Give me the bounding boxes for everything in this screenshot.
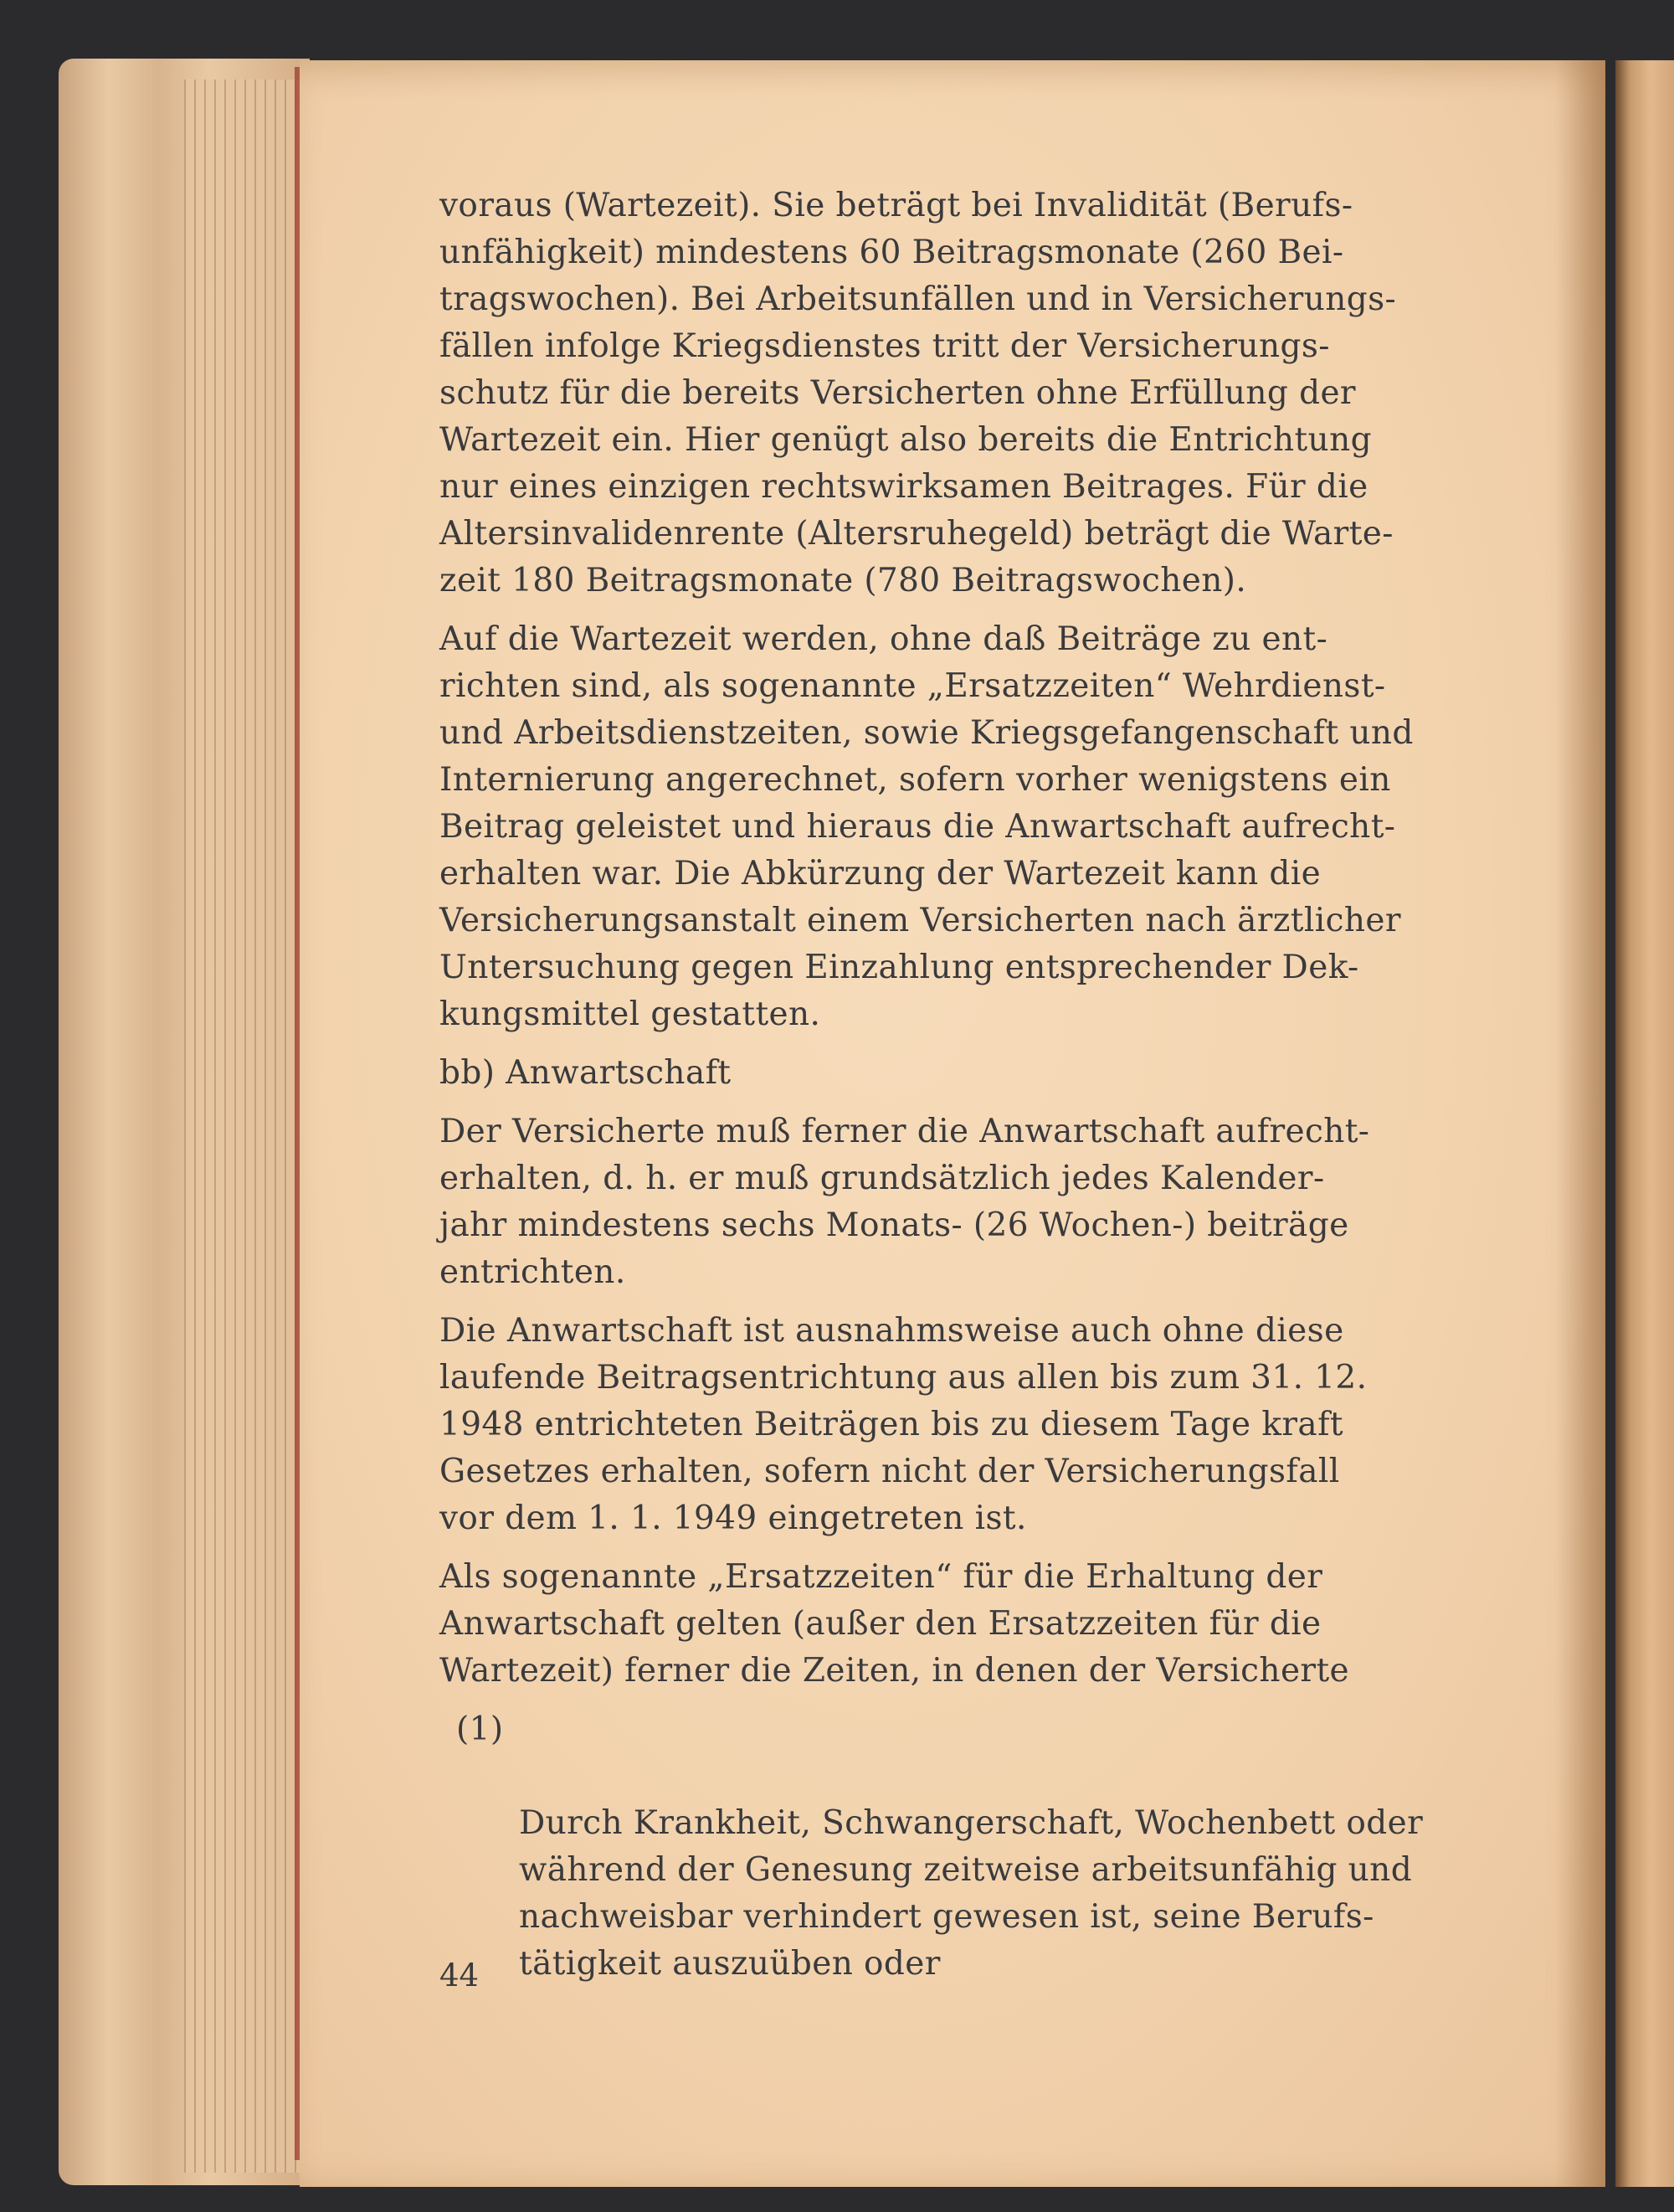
- paragraph-ersatzzeiten: Auf die Wartezeit werden, ohne daß Beiträge zu ent- richten sind, als sogenannte „Ersatzzeiten“ Wehrdienst- und Arbeitsdienstzeiten, sowie Kriegsgefangenschaft und Internierung angerechnet, sofern vorher wenigstens ein Beitrag geleistet und hieraus die Anwartschaft aufrecht- erhalten war. Die Abkürzung der Wartezeit kann die Versicherungsanstalt einem Versicherten nach ärztlicher Untersuchung gegen Einzahlung entsprechender Dek- kungsmittel gestatten.: [439, 620, 1414, 1033]
- page-edges: [184, 80, 310, 2173]
- paragraph-anwartschaft: Der Versicherte muß ferner die Anwartschaft aufrecht- erhalten, d. h. er muß grundsätzlich jedes Kalender- jahr mindestens sechs Monats- (26 Wochen-) beiträge entrichten.: [439, 1113, 1370, 1291]
- paragraph-ersatzzeiten-erhaltung: Als sogenannte „Ersatzzeiten“ für die Erhaltung der Anwartschaft gelten (außer den Ersatzzeiten für die Wartezeit) ferner die Zeiten, in denen der Versicherte: [439, 1558, 1350, 1690]
- list-item-text: Durch Krankheit, Schwangerschaft, Wochenbett oder während der Genesung zeitweise arbeitsunfähig und nachweisbar verhindert gewesen ist, seine Berufs- tätigkeit auszuüben oder: [519, 1804, 1424, 1983]
- page-number: 44: [439, 1957, 480, 1993]
- paragraph-ausnahme: Die Anwartschaft ist ausnahmsweise auch ohne diese laufende Beitragsentrichtung aus allen bis zum 31. 12. 1948 entrichteten Beiträgen bis zu diesem Tage kraft Gesetzes erhalten, sofern nicht der Versicherungsfall vor dem 1. 1. 1949 eingetreten ist.: [439, 1312, 1368, 1537]
- paragraph-wartezeit: voraus (Wartezeit). Sie beträgt bei Invalidität (Berufs- unfähigkeit) mindestens 60 Beitragsmonate (260 Bei- tragswochen). Bei Arbeitsunfällen und in Versicherungs- fällen infolge Kriegsdienstes tritt der Versicherungs- schutz für die bereits Versicherten ohne Erfüllung der Wartezeit ein. Hier genügt also bereits die Entrichtung nur eines einzigen rechtswirksamen Beitrages. Für die Altersinvalidenrente (Altersruhegeld) beträgt die Warte- zeit 180 Beitragsmonate (780 Beitragswochen).: [439, 187, 1397, 599]
- facing-page-edge: [1615, 60, 1674, 2187]
- page-text: [439, 183, 1553, 1988]
- list-item: [439, 1706, 1553, 1988]
- spine-gutter: [1555, 60, 1605, 2187]
- list-item-number: (1): [456, 1710, 504, 1748]
- section-heading: bb) Anwartschaft: [439, 1054, 732, 1092]
